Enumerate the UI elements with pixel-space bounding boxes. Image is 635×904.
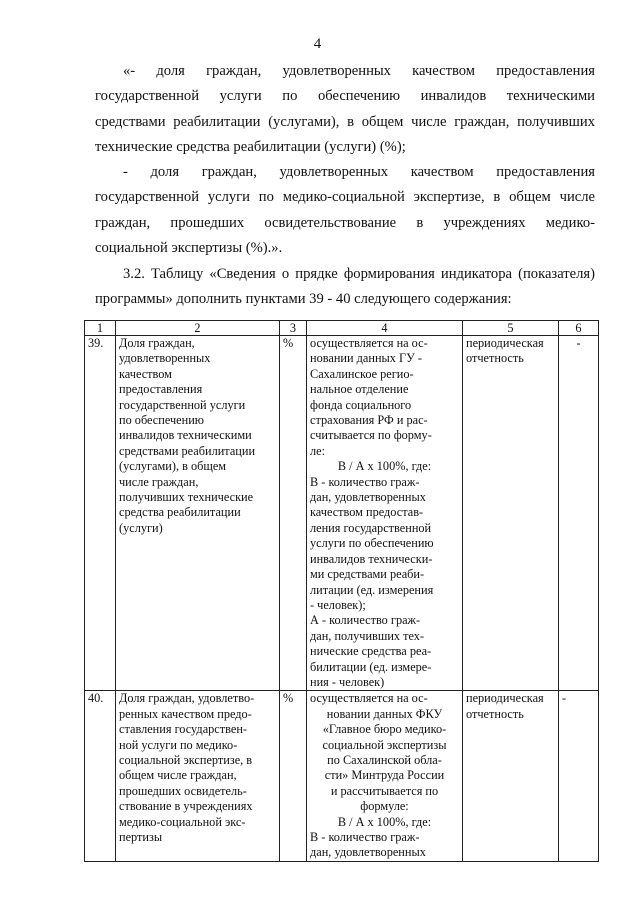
row-number: 39. (85, 336, 116, 691)
cell-line: новании данных ГУ - (310, 351, 422, 366)
cell-line: ления государственной (310, 520, 432, 535)
indicator-name (116, 691, 280, 861)
paragraph-indicator-1 (95, 59, 595, 160)
cell-line: предоставления (119, 382, 203, 397)
paragraph-amendment-3-2 (95, 262, 595, 313)
table-header-row (85, 321, 599, 336)
calculation-method (307, 336, 463, 691)
cell-line: ствование в учреждениях (119, 799, 253, 814)
text-line: «- доля граждан, удовлетворенных качеством предоставления (123, 63, 595, 79)
cell-line: ния - человек) (310, 674, 385, 689)
cell-line: ренных качеством предо- (119, 706, 252, 721)
cell-line: и рассчитывается по (330, 783, 439, 798)
cell-line: считывается по форму- (310, 428, 432, 443)
cell-line: В / А х 100%, где: (337, 459, 432, 474)
unit: % (280, 336, 307, 691)
text-line: социальной экспертизы (%).». (95, 239, 283, 256)
text-line: программы» дополнить пунктами 39 - 40 следующего содержания: (95, 291, 512, 308)
cell-line: А - количество граж- (310, 613, 421, 628)
cell-line: отчетность (466, 706, 524, 721)
cell-line: (услугами), в общем (119, 459, 227, 474)
cell-line: ле: (310, 443, 326, 458)
cell-line: дан, удовлетворенных (310, 490, 426, 505)
column-6-value: - (559, 336, 599, 691)
cell-line: инвалидов техническими (119, 428, 252, 443)
cell-line: медико-социальной экс- (119, 814, 246, 829)
cell-line: новании данных ФКУ (326, 706, 443, 721)
cell-line: инвалидов технически- (310, 551, 433, 566)
column-header: 6 (559, 321, 599, 336)
table-row (85, 336, 599, 691)
calculation-method (307, 691, 463, 861)
cell-line: (услуги) (119, 520, 163, 535)
cell-line: средствами реабилитации (119, 443, 256, 458)
indicator-table (84, 320, 599, 862)
cell-line: литации (ед. измерения (310, 582, 434, 597)
cell-line: - человек); (310, 597, 366, 612)
cell-line: В / А х 100%, где: (337, 814, 432, 829)
cell-line: Доля граждан, удовлетво- (119, 691, 255, 706)
cell-line: дан, получивших тех- (310, 628, 425, 643)
column-header: 4 (307, 321, 463, 336)
cell-line: Доля граждан, (119, 336, 195, 350)
cell-line: нические средства реа- (310, 644, 432, 659)
cell-line: по обеспечению (119, 413, 204, 428)
cell-line: Сахалинское регио- (310, 366, 414, 381)
cell-line: получивших технические (119, 490, 254, 505)
cell-line: качеством (119, 366, 172, 381)
cell-line: прошедших освидетель- (119, 783, 247, 798)
cell-line: государственной услуги (119, 397, 246, 412)
cell-line: В - количество граж- (310, 830, 420, 844)
cell-line: социальной экспертизы (322, 737, 447, 752)
column-header: 1 (85, 321, 116, 336)
unit: % (280, 691, 307, 861)
cell-line: периодическая (466, 691, 544, 706)
cell-line: фонда социального (310, 397, 412, 412)
text-line: 3.2. Таблицу «Сведения о прядке формирования индикатора (показателя) (123, 266, 595, 282)
cell-line: В - количество граж- (310, 474, 420, 489)
indicator-name (116, 336, 280, 691)
periodicity (463, 691, 559, 861)
cell-line: пертизы (119, 830, 163, 844)
text-line: граждан, прошедших освидетельствование в учреждениях медико- (95, 214, 595, 231)
cell-line: формуле: (360, 799, 409, 814)
page-number: 4 (313, 36, 322, 52)
cell-line: сти» Минтруда России (324, 768, 445, 783)
cell-line: средства реабилитации (119, 505, 241, 520)
cell-line: услуги по обеспечению (310, 536, 434, 551)
column-header: 2 (116, 321, 280, 336)
cell-line: удовлетворенных (119, 351, 211, 366)
cell-line: осуществляется на ос- (310, 336, 428, 350)
cell-line: по Сахалинской обла- (327, 752, 442, 767)
cell-line: билитации (ед. измере- (310, 659, 432, 674)
cell-line: социальной экспертизе, в (119, 752, 253, 767)
cell-line: числе граждан, (119, 474, 199, 489)
cell-line: периодическая (466, 336, 544, 350)
cell-line: ми средствами реаби- (310, 567, 425, 582)
cell-line: отчетность (466, 351, 524, 366)
cell-line: общем числе граждан, (119, 768, 237, 783)
cell-line: качеством предостав- (310, 505, 424, 520)
text-line: государственной услуги по обеспечению инвалидов техническими (95, 88, 595, 105)
text-line: - доля граждан, удовлетворенных качеством предоставления (123, 164, 595, 180)
column-header: 5 (463, 321, 559, 336)
cell-line: ной услуги по медико- (119, 737, 238, 752)
text-line: средствами реабилитации (услугами), в общем числе граждан, получивших (95, 113, 595, 130)
periodicity (463, 336, 559, 691)
cell-line: ставления государствен- (119, 722, 247, 737)
cell-line: страхования РФ и рас- (310, 413, 428, 428)
text-line: технические средства реабилитации (услуги) (%); (95, 138, 406, 155)
cell-line: осуществляется на ос- (310, 691, 428, 706)
text-line: государственной услуги по медико-социальной экспертизе, в общем числе (95, 189, 595, 206)
row-number: 40. (85, 691, 116, 861)
column-header: 3 (280, 321, 307, 336)
table-row (85, 691, 599, 861)
column-6-value: - (559, 691, 599, 861)
cell-line: нальное отделение (310, 382, 409, 397)
cell-line: «Главное бюро медико- (322, 722, 447, 737)
paragraph-indicator-2 (95, 160, 595, 261)
cell-line: дан, удовлетворенных (310, 845, 426, 860)
